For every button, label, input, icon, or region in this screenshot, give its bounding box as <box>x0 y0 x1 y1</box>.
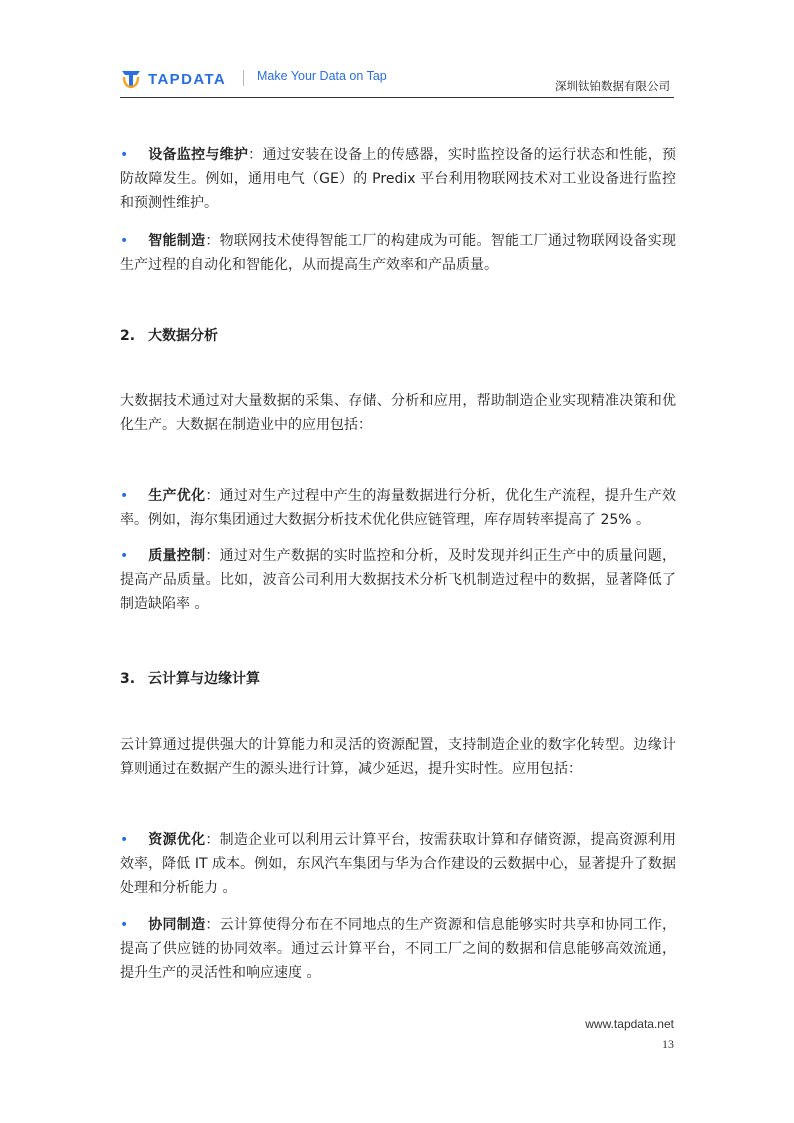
company-name: 深圳钛铂数据有限公司 <box>555 79 670 93</box>
slogan: Make Your Data on Tap <box>257 69 387 83</box>
bullet-text: ：云计算使得分布在不同地点的生产资源和信息能够实时共享和协同工作，提高了供应链的协同效率。通过云计算平台，不同工厂之间的数据和信息能够高效流通，提升生产的灵活性和响应速度 。 <box>120 917 677 981</box>
bullet-resource-optimization <box>120 828 676 900</box>
footer-url[interactable]: www.tapdata.net <box>585 1017 674 1031</box>
section-number: 2. <box>120 328 136 344</box>
bullet-term: 质量控制 <box>148 548 206 564</box>
bullet-dot: • <box>120 917 129 933</box>
bullet-text: ：通过对生产数据的实时监控和分析，及时发现并纠正生产中的质量问题，提高产品质量。比如，波音公司利用大数据技术分析飞机制造过程中的数据，显著降低了制造缺陷率 。 <box>120 548 677 612</box>
bullet-text: ：通过安装在设备上的传感器，实时监控设备的运行状态和性能，预防故障发生。例如，通用电气（GE）的 Predix 平台利用物联网技术对工业设备进行监控和预测性维护。 <box>120 147 677 211</box>
logo-text: TAPDATA <box>148 70 227 88</box>
section-heading-big-data <box>120 325 218 345</box>
bullet-term: 协同制造 <box>148 917 206 933</box>
section-title: 大数据分析 <box>148 328 218 344</box>
bullet-dot: • <box>120 233 129 249</box>
big-data-intro: 大数据技术通过对大量数据的采集、存储、分析和应用，帮助制造企业实现精准决策和优化生产。大数据在制造业中的应用包括： <box>120 393 676 433</box>
bullet-dot: • <box>120 488 129 504</box>
bullet-term: 智能制造 <box>148 233 206 249</box>
bullet-collaborative-manufacturing <box>120 913 676 985</box>
bullet-term: 设备监控与维护 <box>148 147 249 163</box>
bullet-smart-manufacturing <box>120 229 676 277</box>
section-number: 3. <box>120 671 136 687</box>
cloud-edge-intro: 云计算通过提供强大的计算能力和灵活的资源配置，支持制造企业的数字化转型。边缘计算则通过在数据产生的源头进行计算，减少延迟，提升实时性。应用包括： <box>120 737 676 777</box>
page-header <box>120 60 674 98</box>
bullet-equipment-monitoring <box>120 143 676 215</box>
bullet-dot: • <box>120 832 129 848</box>
bullet-text: ：制造企业可以利用云计算平台，按需获取计算和存储资源，提高资源利用效率，降低 IT 成本。例如，东风汽车集团与华为合作建设的云数据中心，显著提升了数据处理和分析能力 。 <box>120 832 677 896</box>
bullet-production-optimization <box>120 484 676 532</box>
bullet-text: ：通过对生产过程中产生的海量数据进行分析，优化生产流程，提升生产效率。例如，海尔集团通过大数据分析技术优化供应链管理，库存周转率提高了 25% 。 <box>120 488 677 528</box>
bullet-dot: • <box>120 147 129 163</box>
bullet-text: ：物联网技术使得智能工厂的构建成为可能。智能工厂通过物联网设备实现生产过程的自动化和智能化，从而提高生产效率和产品质量。 <box>120 233 677 273</box>
page-number: 13 <box>662 1037 674 1051</box>
section-title: 云计算与边缘计算 <box>148 671 260 687</box>
section-heading-cloud-edge <box>120 668 260 688</box>
tapdata-logo <box>120 66 226 92</box>
bullet-dot: • <box>120 548 129 564</box>
header-divider <box>243 70 244 86</box>
tapdata-logo-icon <box>120 68 142 90</box>
bullet-term: 资源优化 <box>148 832 206 848</box>
bullet-term: 生产优化 <box>148 488 206 504</box>
bullet-quality-control <box>120 544 676 616</box>
